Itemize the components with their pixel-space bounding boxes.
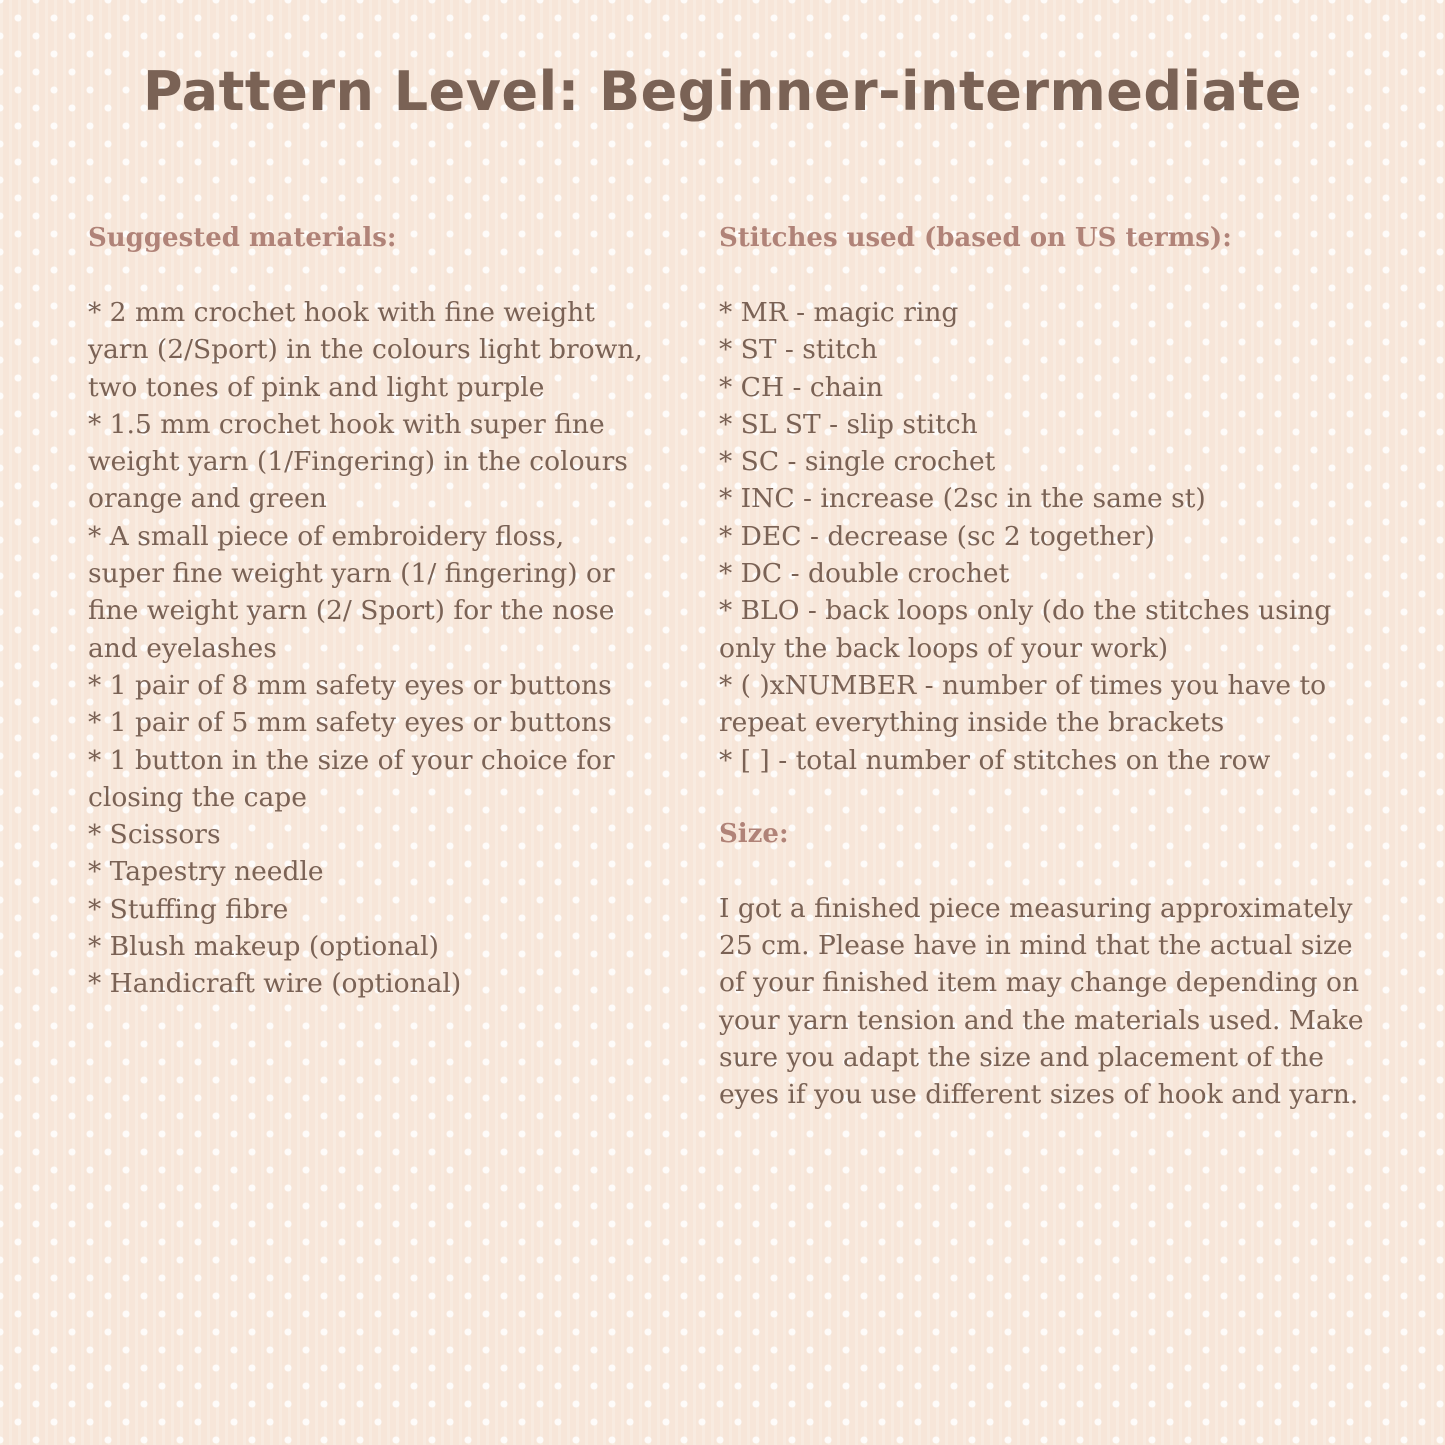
list-item: * SL ST - slip stitch bbox=[719, 408, 978, 440]
list-item: * SC - single crochet bbox=[719, 446, 996, 478]
list-item: * Handicraft wire (optional) bbox=[88, 968, 462, 1000]
page-title: Pattern Level: Beginner-intermediate bbox=[143, 60, 1302, 123]
list-item: * ( )xNUMBER - number of times you have to repeat everything inside the brackets bbox=[719, 669, 1327, 739]
size-section bbox=[719, 816, 1379, 1114]
materials-list bbox=[88, 294, 648, 1003]
list-item: * Blush makeup (optional) bbox=[88, 931, 439, 963]
spacer bbox=[719, 853, 1379, 890]
materials-heading: Suggested materials: bbox=[88, 223, 397, 253]
list-item: * BLO - back loops only (do the stitches using only the back loops of your work) bbox=[719, 595, 1332, 664]
list-item: * MR - magic ring bbox=[719, 297, 959, 328]
list-item: * CH - chain bbox=[719, 371, 884, 403]
list-item: * Scissors bbox=[88, 819, 221, 851]
list-item: * INC - increase (2sc in the same st) bbox=[719, 483, 1206, 515]
list-item: * ST - stitch bbox=[719, 334, 878, 366]
list-item: * Stuffing fibre bbox=[88, 893, 289, 925]
list-item: * 2 mm crochet hook with fine weight yarn (2/Sport) in the colours light brown, two tones of pink and light purple bbox=[88, 297, 643, 403]
list-item: * DC - double crochet bbox=[719, 558, 1010, 590]
list-item: * 1 pair of 5 mm safety eyes or buttons bbox=[88, 707, 612, 739]
size-heading: Size: bbox=[719, 818, 789, 849]
list-item: * DEC - decrease (sc 2 together) bbox=[719, 520, 1155, 552]
list-item: * 1.5 mm crochet hook with super fine weight yarn (1/Fingering) in the colours orange and green bbox=[88, 408, 628, 515]
stitches-heading: Stitches used (based on US terms): bbox=[719, 223, 1232, 253]
stitches-section bbox=[719, 220, 1379, 1114]
size-description: I got a finished piece measuring approximately 25 cm. Please have in mind that the actual size of your finished item may change depending on your yarn tension and the materials used. Make sure you adapt the size and placement of the eyes if you use different sizes of hook and yarn. bbox=[719, 892, 1364, 1111]
list-item: * 1 pair of 8 mm safety eyes or buttons bbox=[88, 669, 612, 701]
list-item: * Tapestry needle bbox=[88, 856, 324, 888]
spacer bbox=[719, 257, 1379, 294]
stitches-list bbox=[719, 294, 1379, 779]
materials-section bbox=[88, 220, 648, 1003]
list-item: * 1 button in the size of your choice for closing the cape bbox=[88, 744, 615, 813]
spacer bbox=[88, 257, 648, 294]
list-item: * [ ] - total number of stitches on the row bbox=[719, 744, 1271, 776]
list-item: * A small piece of embroidery floss, super fine weight yarn (1/ fingering) or fine weight yarn (2/ Sport) for the nose and eyelashes bbox=[88, 520, 615, 664]
